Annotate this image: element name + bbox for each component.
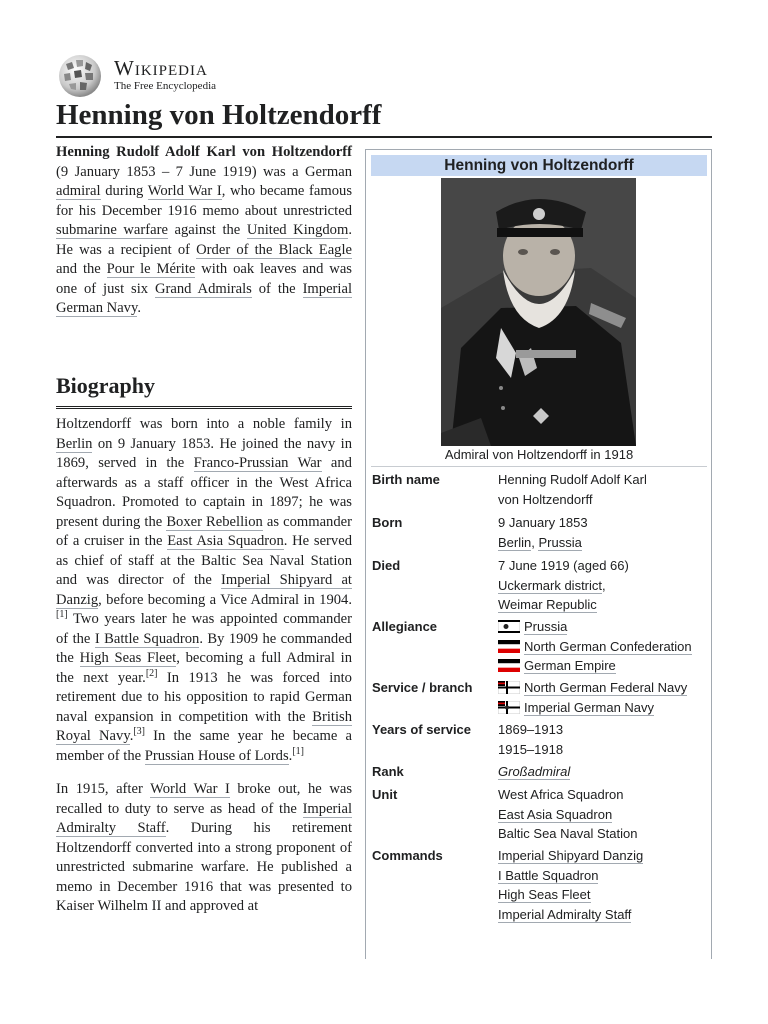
text: against the <box>167 222 247 238</box>
value-born <box>498 513 710 552</box>
citation-3[interactable]: [3] <box>133 726 146 738</box>
text: and afterwards as a staff officer in the West Africa Squadron. Promoted to captain in 1897; he was present during the <box>56 455 352 530</box>
biography-section <box>56 415 352 917</box>
link-german-empire[interactable]: German Empire <box>524 658 616 673</box>
link-i-battle-squadron[interactable]: I Battle Squadron <box>94 630 200 647</box>
text: In 1913 he was forced into retirement due to his opposition to rapid German naval expansion in competition with the <box>56 669 352 725</box>
value-commands <box>498 846 710 924</box>
link-north-german-federal-navy[interactable]: North German Federal Navy <box>524 680 688 695</box>
text: and the <box>56 261 107 277</box>
infobox <box>366 149 712 959</box>
label-commands: Commands <box>372 848 443 863</box>
link-united-kingdom[interactable]: United Kingdom <box>246 222 349 238</box>
subject-name: Henning Rudolf Adolf Karl von Holtzendorff <box>56 144 352 160</box>
label-allegiance: Allegiance <box>372 619 438 634</box>
text: . <box>129 728 134 744</box>
label-birth-name: Birth name <box>372 472 440 487</box>
link-boxer-rebellion[interactable]: Boxer Rebellion <box>166 513 263 530</box>
text: . <box>288 747 293 764</box>
text: (9 January 1853 – 7 June 1919) was a German <box>56 163 352 180</box>
value-rank <box>498 762 710 782</box>
wordmark-text: Wikipedia <box>114 56 208 80</box>
link-born-prussia[interactable]: Prussia <box>538 534 582 550</box>
citation-1b[interactable]: [1] <box>292 745 304 757</box>
citation-2[interactable]: [2] <box>145 667 158 679</box>
link-cmd-high-seas-fleet[interactable]: High Seas Fleet <box>498 887 591 902</box>
link-north-german-confederation[interactable]: North German Confederation <box>524 638 692 654</box>
link-cmd-imperial-admiralty-staff[interactable]: Imperial Admiralty Staff <box>498 906 632 922</box>
link-uckermark[interactable]: Uckermark district <box>498 577 603 593</box>
link-world-war-i-2[interactable]: World War I <box>150 781 230 797</box>
label-died: Died <box>372 558 401 573</box>
value-service-branch <box>498 678 710 717</box>
label-unit: Unit <box>372 787 398 802</box>
page-title: Henning von Holtzendorff <box>56 96 712 138</box>
text: , who became famous for his December 1916 memo about unrestricted <box>56 183 353 219</box>
portrait-caption: Admiral von Holtzendorff in 1918 <box>444 447 634 462</box>
text: Two years later he was appointed commander of the <box>56 611 352 647</box>
years-range-1: 1869–1913 <box>498 722 564 737</box>
value-unit <box>498 785 710 844</box>
link-unit-east-asia-squadron[interactable]: East Asia Squadron <box>498 806 613 822</box>
label-rank: Rank <box>372 764 404 779</box>
text: . He served as chief of staff at the Baltic Sea Naval Station and was director of the <box>56 533 352 588</box>
wikipedia-globe-icon[interactable] <box>56 54 104 98</box>
value-died <box>498 556 710 615</box>
label-born: Born <box>372 515 403 530</box>
text: , becoming a full Admiral in the next year. <box>56 650 352 686</box>
text: of the <box>251 280 303 297</box>
text: In 1915, after <box>56 781 151 797</box>
infobox-divider <box>371 466 707 467</box>
text: . He was a recipient of <box>56 222 352 258</box>
link-world-war-i[interactable]: World War I <box>147 183 222 199</box>
text: with oak leaves and was one of just six <box>56 261 352 297</box>
birth-name-line-2: von Holtzendorff <box>498 491 593 507</box>
label-years-of-service: Years of service <box>372 722 472 737</box>
text: broke out, he was recalled to duty to serve as head of the <box>56 781 353 817</box>
link-imperial-shipyard-danzig[interactable]: Imperial Shipyard at Danzig <box>56 572 352 608</box>
text: . <box>137 300 141 316</box>
intro-paragraph <box>56 143 352 319</box>
text: during <box>100 183 148 199</box>
biography-paragraph-1 <box>56 415 352 766</box>
unit-west-africa-squadron: West Africa Squadron <box>498 787 624 802</box>
link-submarine-warfare[interactable]: submarine warfare <box>56 222 168 238</box>
wordmark[interactable] <box>114 56 314 92</box>
link-berlin[interactable]: Berlin <box>56 435 93 452</box>
link-grand-admirals[interactable]: Grand Admirals <box>154 280 252 297</box>
link-imperial-german-navy[interactable]: Imperial German Navy <box>56 280 352 316</box>
link-grossadmiral[interactable]: Großadmiral <box>498 764 571 779</box>
link-pour-le-merite[interactable]: Pour le Mérite <box>106 261 196 277</box>
value-birth-name <box>498 470 710 509</box>
link-prussian-house-of-lords[interactable]: Prussian House of Lords <box>144 747 289 764</box>
text: . During his retirement Holtzendorff converted into a strong proponent of unrestricted submarine warfare. He published a memo in December 1916 that was presented to Kaiser Wilhelm II and approved at <box>56 820 352 914</box>
birth-name-line-1: Henning Rudolf Adolf Karl <box>498 472 647 487</box>
link-imperial-admiralty-staff[interactable]: Imperial Admiralty Staff <box>56 800 352 836</box>
link-cmd-i-battle-squadron[interactable]: I Battle Squadron <box>498 867 599 883</box>
link-high-seas-fleet[interactable]: High Seas Fleet <box>79 650 177 666</box>
citation-1[interactable]: [1] <box>56 609 68 621</box>
link-admiral[interactable]: admiral <box>56 183 101 199</box>
link-born-berlin[interactable]: Berlin <box>498 534 532 550</box>
years-range-2: 1915–1918 <box>498 741 564 757</box>
german-empire-flag-icon <box>498 659 520 672</box>
imperial-naval-ensign-icon <box>498 701 520 714</box>
label-service-branch: Service / branch <box>372 680 473 695</box>
north-german-confederation-flag-icon <box>498 640 520 653</box>
link-order-black-eagle[interactable]: Order of the Black Eagle <box>196 241 353 258</box>
text: . By 1909 he commanded the <box>56 630 352 666</box>
portrait-image[interactable] <box>441 178 636 446</box>
link-franco-prussian-war[interactable]: Franco-Prussian War <box>193 455 322 471</box>
naval-ensign-icon <box>498 681 520 694</box>
link-weimar-republic[interactable]: Weimar Republic <box>498 597 597 612</box>
link-british-royal-navy[interactable]: British Royal Navy <box>56 708 352 744</box>
separator: , <box>531 534 539 550</box>
birth-date: 9 January 1853 <box>498 515 588 530</box>
infobox-title: Henning von Holtzendorff <box>371 155 707 176</box>
text: as commander of a cruiser in the <box>56 513 352 549</box>
link-imperial-german-navy-branch[interactable]: Imperial German Navy <box>524 699 655 715</box>
text: Holtzendorff was born into a noble family in <box>56 416 352 432</box>
link-allegiance-prussia[interactable]: Prussia <box>524 619 568 634</box>
text: , before becoming a Vice Admiral in 1904. <box>98 591 352 608</box>
value-allegiance <box>498 617 710 676</box>
value-years-of-service <box>498 720 710 759</box>
text: on 9 January 1853. He joined the navy in 1869, served in the <box>56 435 352 471</box>
biography-paragraph-2 <box>56 780 352 917</box>
text: In the same year he became a member of the <box>56 728 353 764</box>
portrait-illustration <box>441 178 636 446</box>
separator: , <box>602 577 606 593</box>
link-cmd-imperial-shipyard-danzig[interactable]: Imperial Shipyard Danzig <box>498 848 644 863</box>
tagline: The Free Encyclopedia <box>114 80 217 92</box>
section-heading-biography: Biography <box>56 372 352 409</box>
prussia-flag-icon <box>498 620 520 633</box>
unit-baltic-sea-naval-station: Baltic Sea Naval Station <box>498 826 638 841</box>
death-date: 7 June 1919 (aged 66) <box>498 558 629 573</box>
link-east-asia-squadron[interactable]: East Asia Squadron <box>167 533 284 549</box>
